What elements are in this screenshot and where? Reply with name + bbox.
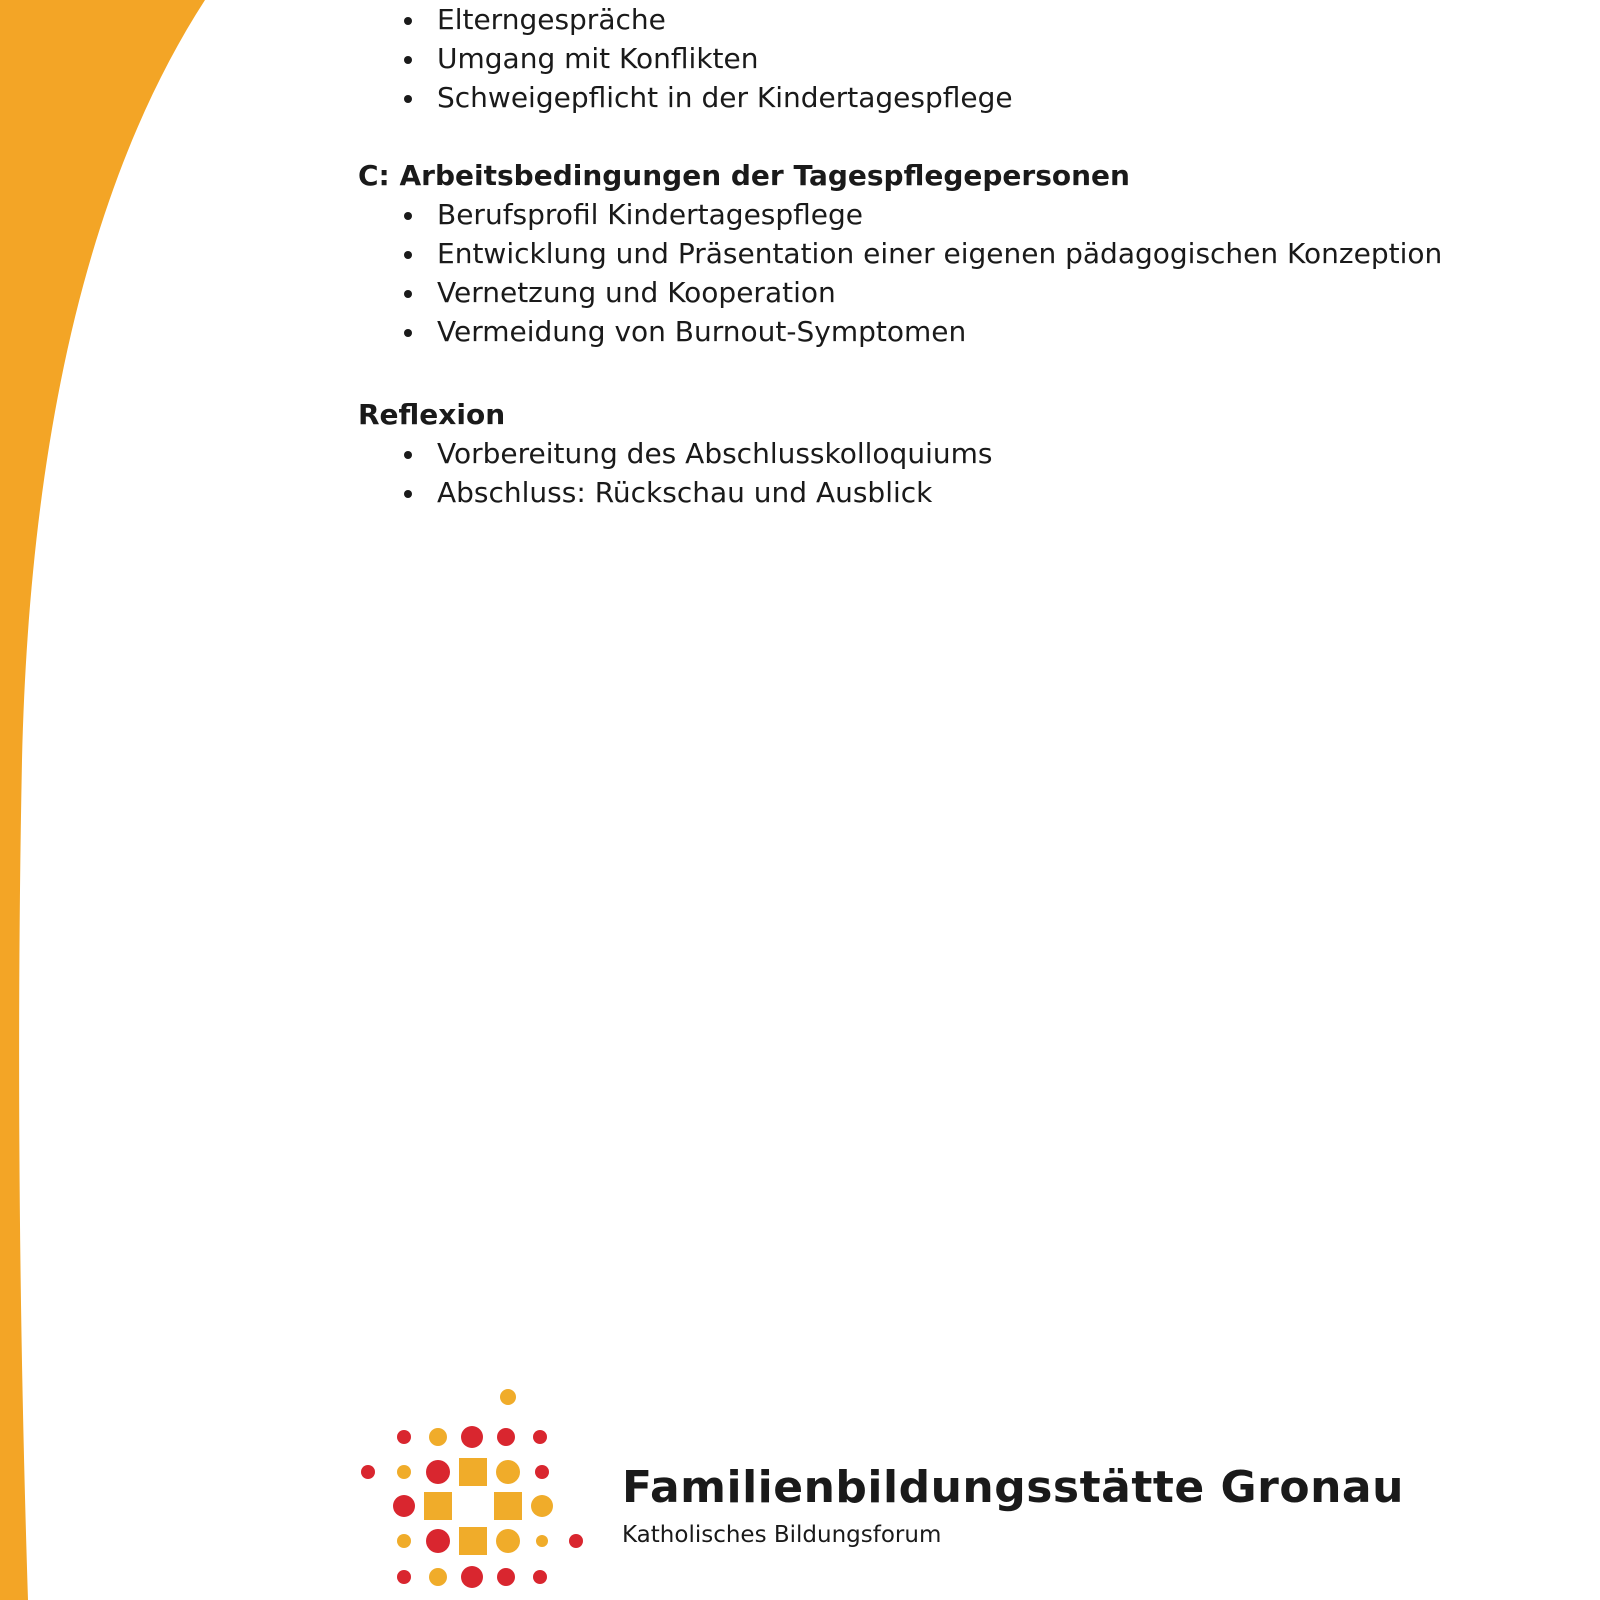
section-items — [358, 434, 992, 512]
brand-subtitle: Katholisches Bildungsforum — [622, 1522, 942, 1548]
list-item: Schweigepflicht in der Kindertagespflege — [404, 78, 1013, 117]
section-items — [358, 195, 1442, 351]
brand-name: Familienbildungsstätte Gronau — [622, 1462, 1404, 1513]
dotted-cross-logo-icon — [360, 1385, 600, 1600]
list-item: Abschluss: Rückschau und Ausblick — [404, 473, 992, 512]
side-vertical-word: emen — [59, 1375, 148, 1595]
brand-block — [622, 1462, 1404, 1550]
section-communication — [358, 0, 1013, 117]
list-item: Entwicklung und Präsentation einer eigenen pädagogischen Konzeption — [404, 234, 1442, 273]
list-item: Vernetzung und Kooperation — [404, 273, 1442, 312]
list-item: Umgang mit Konflikten — [404, 39, 1013, 78]
section-reflection — [358, 396, 992, 512]
section-working-conditions — [358, 157, 1442, 351]
section-items — [358, 0, 1013, 117]
list-item: Elterngespräche — [404, 0, 1013, 39]
list-item: Vorbereitung des Abschlusskolloquiums — [404, 434, 992, 473]
list-item: Berufsprofil Kindertagespflege — [404, 195, 1442, 234]
section-heading: C: Arbeitsbedingungen der Tagespflegepersonen — [358, 159, 1130, 192]
section-heading: Reflexion — [358, 398, 506, 431]
list-item: Vermeidung von Burnout-Symptomen — [404, 312, 1442, 351]
